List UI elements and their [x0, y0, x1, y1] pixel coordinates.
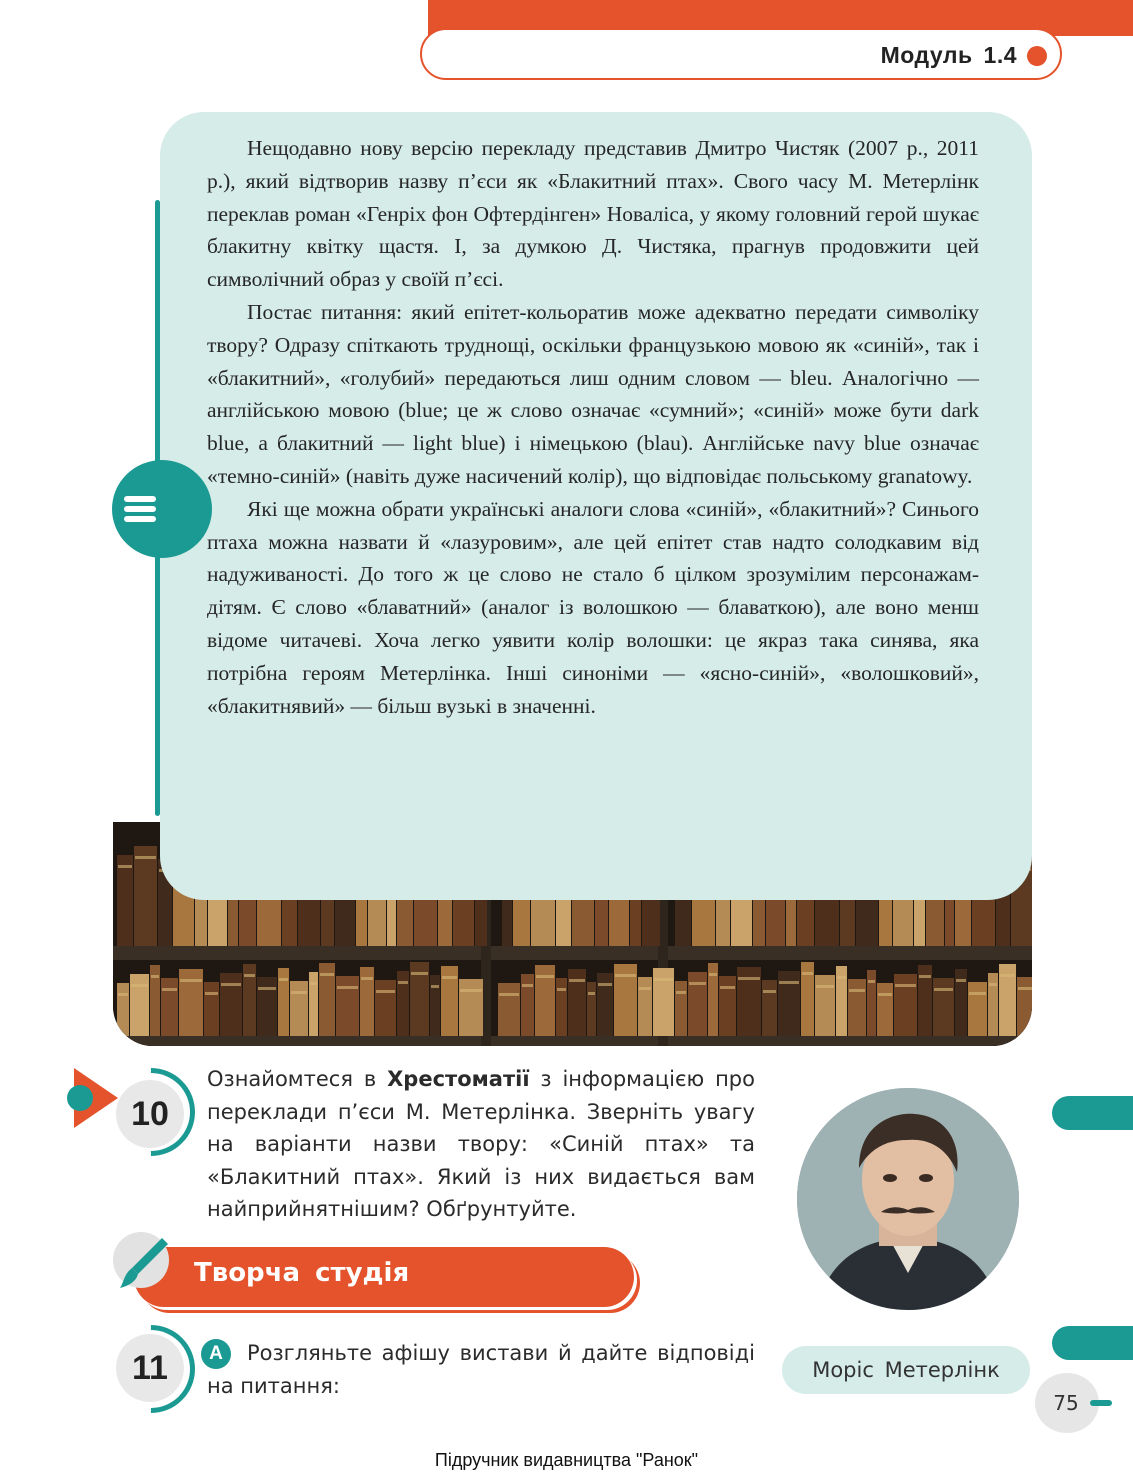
- studio-title: Творча студія: [194, 1258, 410, 1288]
- portrait-caption: Моріс Метерлінк: [812, 1358, 1000, 1382]
- card-paragraph: Нещодавно нову версію перекладу представив Дмитро Чистяк (2007 р., 2011 р.), який відтворив назву п’єси як «Блакитний птах». Свого часу М. Метерлінк переклав роман «Генріх фон Офтердінген» Новаліса, у якому головний герой шукає блакитну квітку щастя. І, за думкою Д. Чистяка, прагнув продовжити цей символічний образ у своїй п’єсі.: [207, 136, 979, 292]
- module-dot: [1027, 46, 1047, 66]
- task-dot: [67, 1085, 93, 1111]
- footer-publisher: Підручник видавництва "Ранок": [434, 1450, 699, 1470]
- brush-icon: [116, 1232, 172, 1296]
- task11-badge: А: [201, 1339, 231, 1369]
- side-tab: [1052, 1326, 1133, 1360]
- task10-bold: Хрестоматії: [387, 1067, 530, 1091]
- portrait-image: [797, 1088, 1019, 1310]
- task11-text: Розгляньте афішу вистави й дайте відповіді на питання:: [207, 1341, 755, 1398]
- page-dash: [1090, 1400, 1112, 1406]
- card-paragraph: Які ще можна обрати українські аналоги слова «синій», «блакитний»? Синього птаха можна назвати й «лазуровим», але цей епітет став надто солодкавим від надуживаності. До того ж це слово не стало б цілком зрозумілим персонажам-дітям. Є слово «блаватний» (аналог із волошкою — блаваткою), але воно менш відоме читачеві. Хоча легко уявити колір волошки: це якраз така синява, яка потрібна героям Метерлінка. Інші синоніми — «ясно-синій», «волошковий», «блакитнявий» — більш вузькі в значенні.: [207, 496, 979, 718]
- task-number-10: 10: [116, 1080, 184, 1148]
- menu-tab[interactable]: [112, 460, 212, 558]
- side-tab: [1052, 1096, 1133, 1130]
- task-number-11: 11: [116, 1334, 184, 1402]
- task10-text: Ознайомтеся в Хрестоматії з інформацією про переклади п’єси М. Метерлінка. Зверніть увагу на варіанти назви твору: «Синій птах» та «Блакитний птах». Який із них видається вам найприйнятнішим? Обґрунтуйте.: [207, 1067, 755, 1222]
- card-paragraph: Постає питання: який епітет-кольоратив може адекватно передати символіку твору? Одразу спіткають труднощі, оскільки французькою мовою як «синій», так і «блакитний», «голубий» передаються лиш одним словом — bleu. Аналогічно — англійською мовою (blue; це ж слово означає «сумний»; «синій» може бути dark blue, а блакитний — light blue) і німецькою (blau). Англійське navy blue означає «темно-синій» (навіть дуже насичений колір), що відповідає польському granatowy.: [207, 299, 979, 488]
- page-number: 75: [1053, 1391, 1079, 1415]
- card-text: [207, 132, 979, 722]
- task11-text-wrap: [207, 1337, 755, 1402]
- module-label: Модуль 1.4: [880, 42, 1017, 68]
